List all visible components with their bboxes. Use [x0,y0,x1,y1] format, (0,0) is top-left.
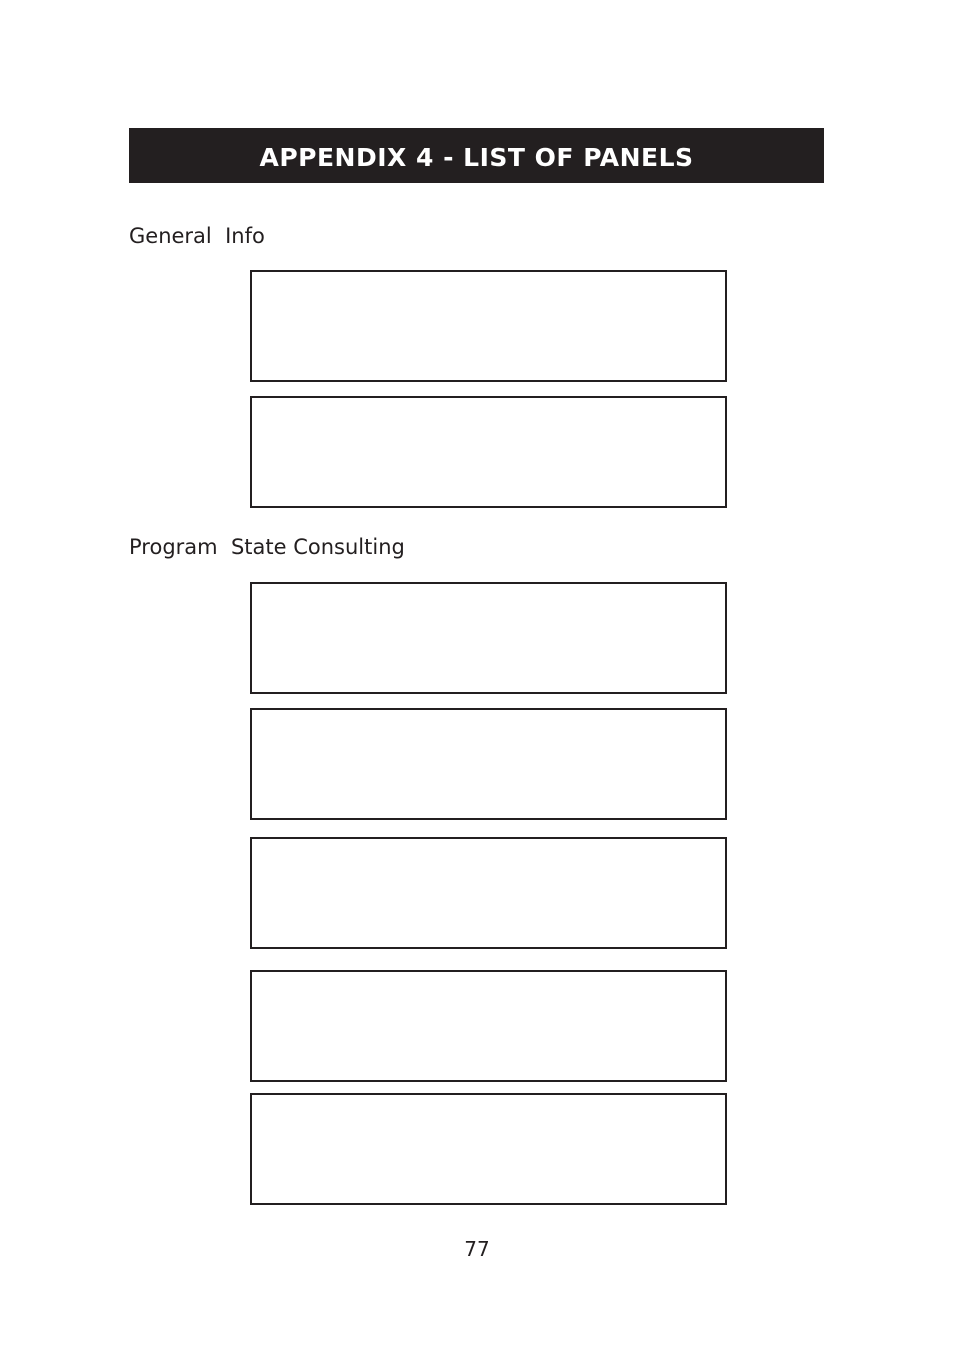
page-title: APPENDIX 4 - LIST OF PANELS [259,143,694,172]
page-number: 77 [464,1237,490,1261]
section-heading-general-info: General Info [129,224,265,248]
program-state-panel-2 [250,708,727,820]
program-state-panel-1 [250,582,727,694]
program-state-panel-5 [250,1093,727,1205]
general-info-panel-2 [250,396,727,508]
appendix-title-bar [129,128,824,183]
general-info-panel-1 [250,270,727,382]
program-state-panel-3 [250,837,727,949]
section-heading-program-state-consulting: Program State Consulting [129,535,405,559]
program-state-panel-4 [250,970,727,1082]
